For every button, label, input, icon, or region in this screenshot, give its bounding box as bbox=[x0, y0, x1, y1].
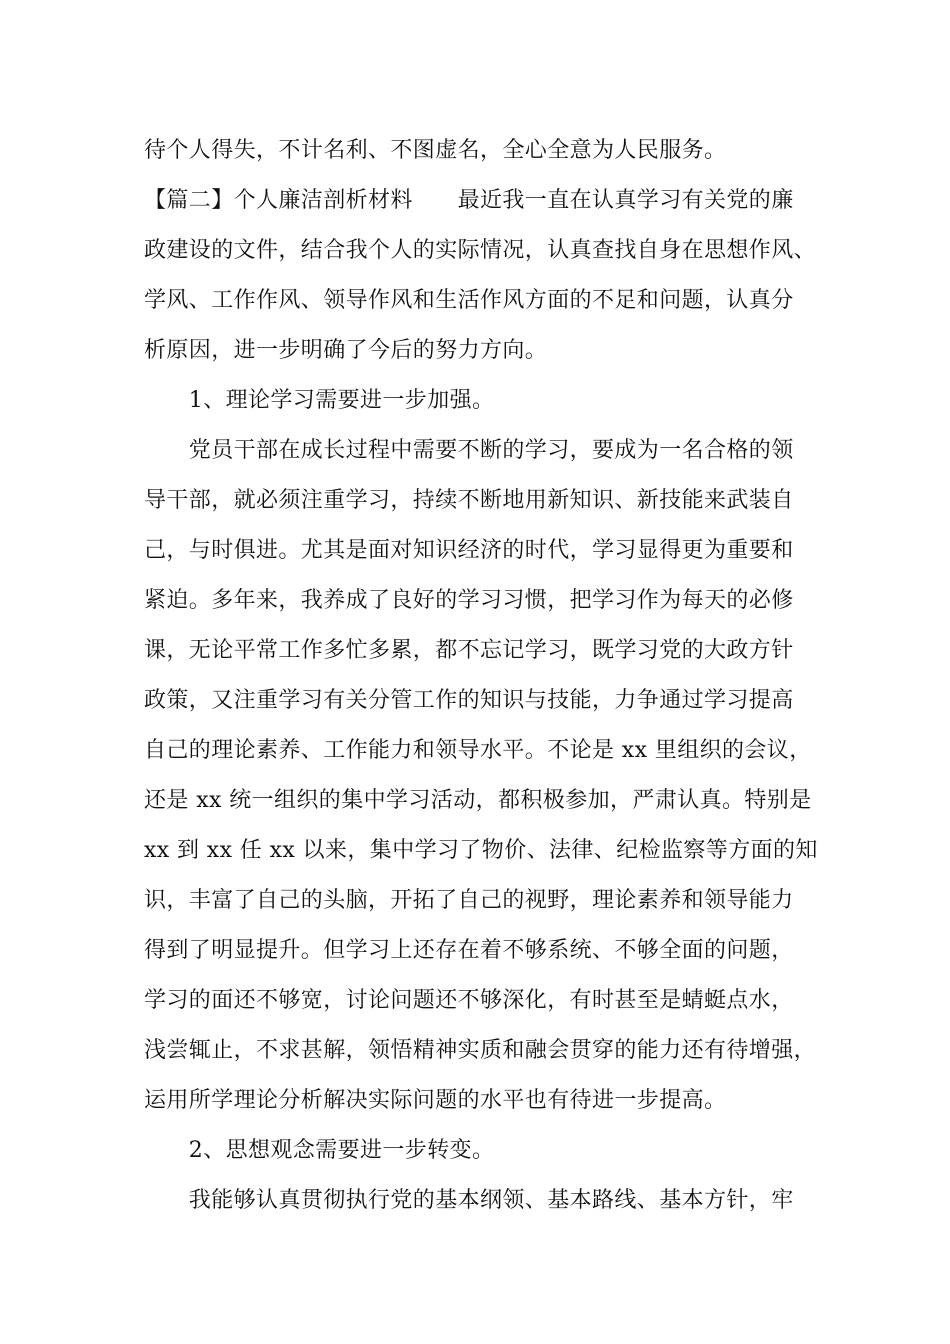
text-line: 待个人得失，不计名利、不图虚名，全心全意为人民服务。 bbox=[144, 138, 727, 163]
text-line: 党员干部在成长过程中需要不断的学习，要成为一名合格的领 bbox=[144, 438, 794, 463]
text-line: 紧迫。多年来，我养成了良好的学习习惯，把学习作为每天的必修 bbox=[144, 588, 794, 613]
text-line: 己，与时俱进。尤其是面对知识经济的时代，学习显得更为重要和 bbox=[144, 538, 794, 563]
text-line: 自己的理论素养、工作能力和领导水平。不论是 xx 里组织的会议， bbox=[144, 738, 812, 763]
text-line: 还是 xx 统一组织的集中学习活动，都积极参加，严肃认真。特别是 bbox=[144, 788, 812, 813]
text-line: 析原因，进一步明确了今后的努力方向。 bbox=[144, 338, 548, 363]
subheading-line: 2、思想观念需要进一步转变。 bbox=[144, 1138, 495, 1163]
text-line: 学习的面还不够宽，讨论问题还不够深化，有时甚至是蜻蜓点水， bbox=[144, 988, 794, 1013]
section-heading-line: 【篇二】个人廉洁剖析材料 最近我一直在认真学习有关党的廉 bbox=[144, 188, 794, 213]
text-line: 导干部，就必须注重学习，持续不断地用新知识、新技能来武装自 bbox=[144, 488, 794, 513]
text-line: 学风、工作作风、领导作风和生活作风方面的不足和问题，认真分 bbox=[144, 288, 794, 313]
text-line: xx 到 xx 任 xx 以来，集中学习了物价、法律、纪检监察等方面的知 bbox=[144, 838, 818, 863]
text-line: 政建设的文件，结合我个人的实际情况，认真查找自身在思想作风、 bbox=[144, 238, 817, 263]
subheading-line: 1、理论学习需要进一步加强。 bbox=[144, 388, 495, 413]
text-line: 得到了明显提升。但学习上还存在着不够系统、不够全面的问题， bbox=[144, 938, 794, 963]
text-line: 浅尝辄止，不求甚解，领悟精神实质和融会贯穿的能力还有待增强， bbox=[144, 1038, 817, 1063]
text-line: 识，丰富了自己的头脑，开拓了自己的视野，理论素养和领导能力 bbox=[144, 888, 794, 913]
text-line: 运用所学理论分析解决实际问题的水平也有待进一步提高。 bbox=[144, 1088, 727, 1113]
text-line: 政策，又注重学习有关分管工作的知识与技能，力争通过学习提高 bbox=[144, 688, 794, 713]
text-line: 课，无论平常工作多忙多累，都不忘记学习，既学习党的大政方针 bbox=[144, 638, 794, 663]
text-line: 我能够认真贯彻执行党的基本纲领、基本路线、基本方针，牢 bbox=[144, 1188, 794, 1213]
